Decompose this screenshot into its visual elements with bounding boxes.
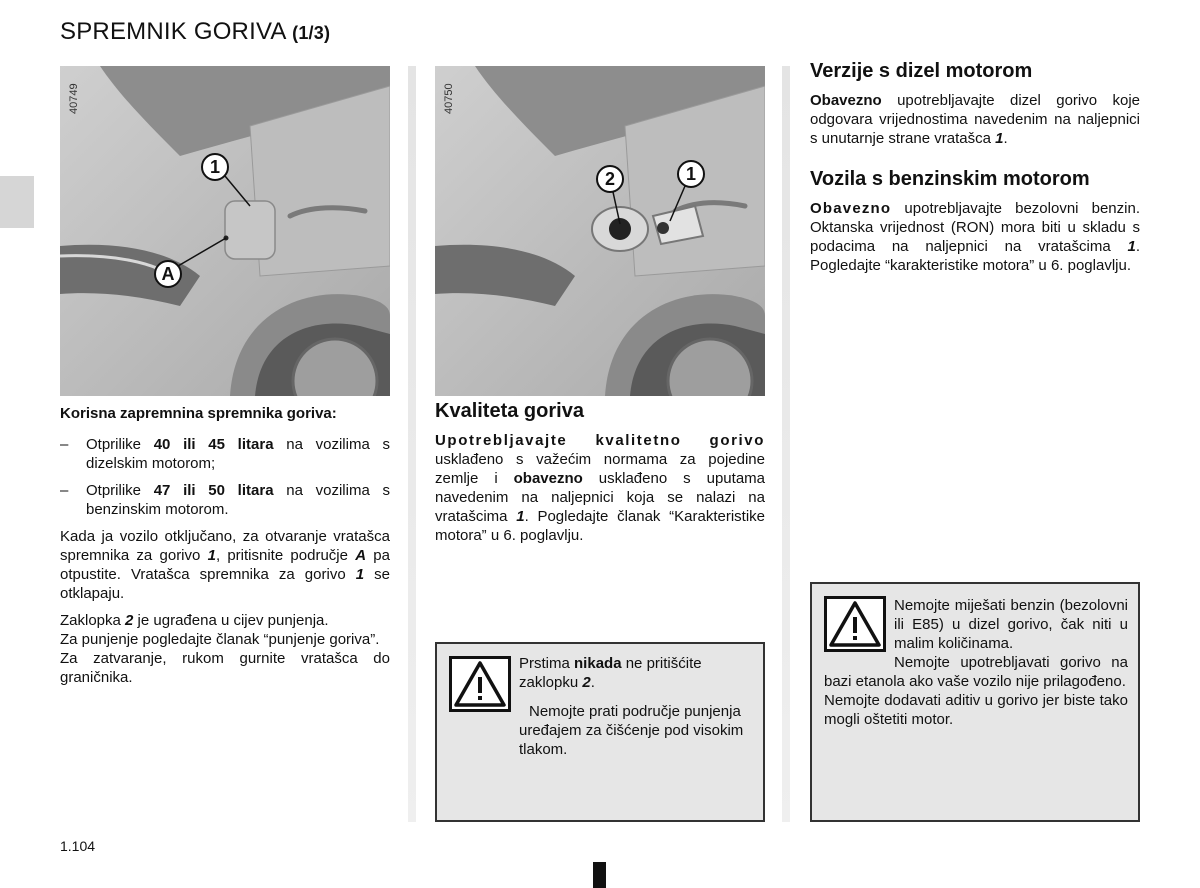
column-3-text bbox=[810, 62, 1140, 275]
capacity-heading: Korisna zapremnina spremnika goriva: bbox=[60, 405, 337, 422]
column-1-text bbox=[60, 404, 390, 687]
petrol-paragraph: Obavezno upotrebljavajte bezolovni benzin. Oktanska vrijednost (RON) mora biti u skladu s podacima na naljepnici na vratašcima 1. Pogledajte “karakteristike motora” u 6. poglavlju. bbox=[810, 200, 1140, 274]
figure-fuel-flap-closed bbox=[60, 66, 390, 396]
callout-a: A bbox=[161, 264, 175, 284]
warning-box-flap bbox=[435, 642, 765, 822]
column-2-text bbox=[435, 402, 765, 545]
page-marker bbox=[593, 862, 606, 888]
page-number: 1.104 bbox=[60, 838, 96, 854]
page-title-part: (1/3) bbox=[292, 23, 331, 43]
warning-text-3: Nemojte dodavati aditiv u gorivo jer biste tako mogli oštetiti motor. bbox=[824, 692, 1128, 728]
warning-text-1: Prstima nikada ne pritišćite zaklopku 2. bbox=[519, 655, 702, 691]
petrol-heading: Vozila s benzinskim motorom bbox=[810, 168, 1090, 190]
list-item: – Otprilike 40 ili 45 litara na vozilima s dizelskim motorom; bbox=[60, 436, 390, 472]
diesel-paragraph: Obavezno upotrebljavajte dizel gorivo koje odgovara vrijednostima navedenim na naljepnici s unutarnje strane vratašca 1. bbox=[810, 92, 1140, 147]
chapter-tab bbox=[0, 176, 34, 228]
callout-2: 2 bbox=[604, 169, 615, 189]
flap-open-paragraph: Kada ja vozilo otključano, za otvaranje vratašca spremnika za gorivo 1, pritisnite područje A pa otpustite. Vratašca spremnika za gorivo 1 se otklapaju. bbox=[60, 528, 390, 602]
column-separator-2 bbox=[782, 66, 790, 822]
refuel-paragraph: Za punjenje pogledajte članak “punjenje goriva”. bbox=[60, 631, 380, 648]
list-item: – Otprilike 47 ili 50 litara na vozilima s benzinskim motorom. bbox=[60, 482, 390, 518]
callout-1: 1 bbox=[209, 157, 220, 177]
figure-fuel-flap-open bbox=[435, 66, 765, 396]
fuel-quality-paragraph: Upotrebljavajte kvalitetno gorivo usklađeno s važećim normama za pojedine zemlje i obavezno usklađeno s uputama navedenim na naljepnici koja se nalazi na vratašcima 1. Pogledajte članak “Karakteristike motora” u 6. poglavlju. bbox=[435, 432, 765, 544]
diesel-heading: Verzije s dizel motorom bbox=[810, 60, 1033, 82]
close-paragraph: Za zatvaranje, rukom gurnite vratašca do graničnika. bbox=[60, 650, 390, 686]
car-rear-illustration-1 bbox=[60, 66, 390, 396]
figure-number: 40749 bbox=[68, 83, 80, 114]
warning-box-fuel-mixing bbox=[810, 582, 1140, 822]
car-rear-illustration-2 bbox=[435, 66, 765, 396]
fuel-quality-heading: Kvaliteta goriva bbox=[435, 400, 584, 422]
warning-text-2: Nemojte prati područje punjenja uređajem za čišćenje pod visokim tlakom. bbox=[519, 703, 744, 758]
valve-paragraph: Zaklopka 2 je ugrađena u cijev punjenja. bbox=[60, 612, 329, 629]
warning-text-1: Nemojte miješati benzin (bezolovni ili E85) u dizel gorivo, čak niti u malim količinama. bbox=[894, 597, 1128, 652]
callout-1: 1 bbox=[685, 164, 696, 184]
figure-number: 40750 bbox=[443, 83, 455, 114]
column-separator-1 bbox=[408, 66, 416, 822]
page-title: SPREMNIK GORIVA (1/3) bbox=[60, 18, 331, 45]
warning-text-2: Nemojte upotrebljavati gorivo na bazi etanola ako vaše vozilo nije prilagođeno. bbox=[824, 654, 1128, 690]
